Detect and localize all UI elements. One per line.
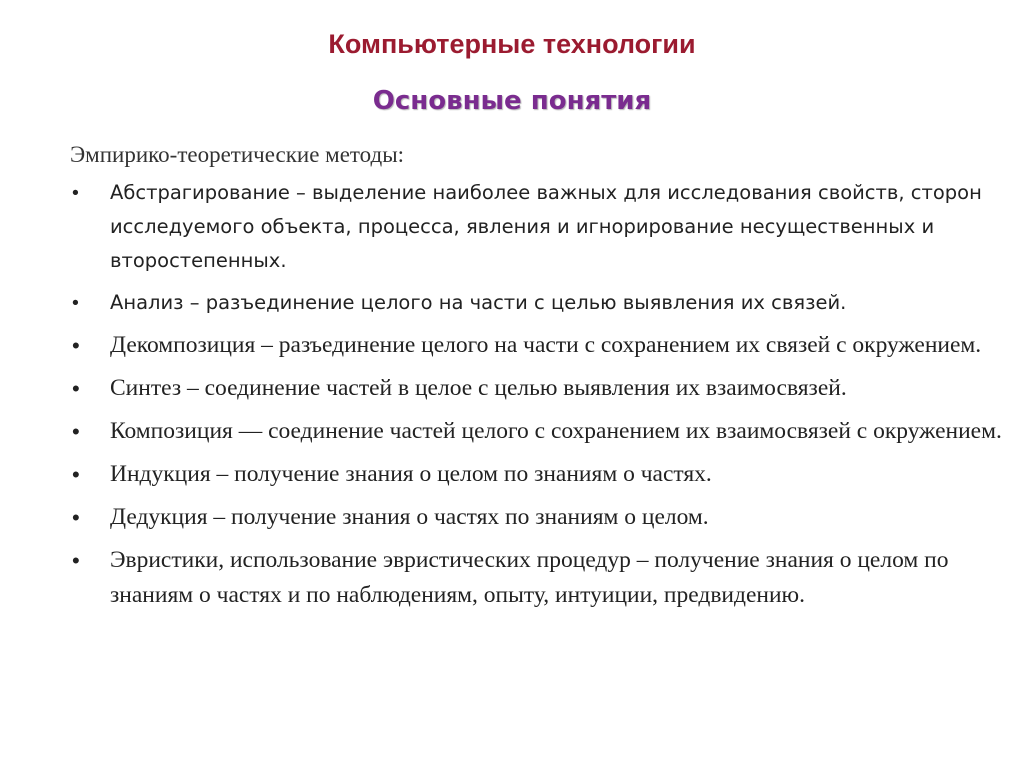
list-item-text: Синтез – соединение частей в целое с целью выявления их взаимосвязей.: [110, 375, 847, 401]
list-item-text: Композиция — соединение частей целого с сохранением их взаимосвязей с окружением.: [110, 418, 1002, 444]
intro-text: Эмпирико-теоретические методы:: [70, 142, 405, 167]
list-item: [70, 500, 1010, 535]
slide-title: Компьютерные технологии: [328, 29, 696, 59]
list-item: [70, 414, 1010, 449]
bullet-dot: •: [72, 505, 80, 530]
list-item-text: Анализ – разъединение целого на части с целью выявления их связей.: [110, 291, 847, 314]
list-item: [70, 328, 1010, 363]
bullet-dot: •: [72, 182, 79, 204]
bullet-dot: •: [72, 376, 80, 401]
list-item: [70, 371, 1010, 406]
bullet-dot: •: [72, 462, 80, 487]
list-item-text: Индукция – получение знания о целом по знаниям о частях.: [110, 461, 712, 487]
list-item: [70, 286, 1010, 320]
methods-list: [70, 176, 1010, 621]
bullet-dot: •: [72, 333, 80, 358]
bullet-dot: •: [72, 419, 80, 444]
list-item-text: Эвристики, использование эвристических процедур – получение знания о целом по знаниям о частях и по наблюдениям, опыту, интуиции, предвидению.: [110, 547, 949, 608]
list-item: [70, 543, 1010, 613]
slide-subtitle: Основные понятия: [372, 86, 652, 116]
bullet-dot: •: [72, 292, 79, 314]
bullet-dot: •: [72, 548, 80, 573]
list-item-text: Абстрагирование – выделение наиболее важных для исследования свойств, сторон исследуемого объекта, процесса, явления и игнорирование несущественных и второстепенных.: [110, 181, 982, 272]
list-item-text: Декомпозиция – разъединение целого на части с сохранением их связей с окружением.: [110, 332, 982, 358]
list-item: [70, 457, 1010, 492]
list-item-text: Дедукция – получение знания о частях по знаниям о целом.: [110, 504, 709, 530]
list-item: [70, 176, 1010, 278]
